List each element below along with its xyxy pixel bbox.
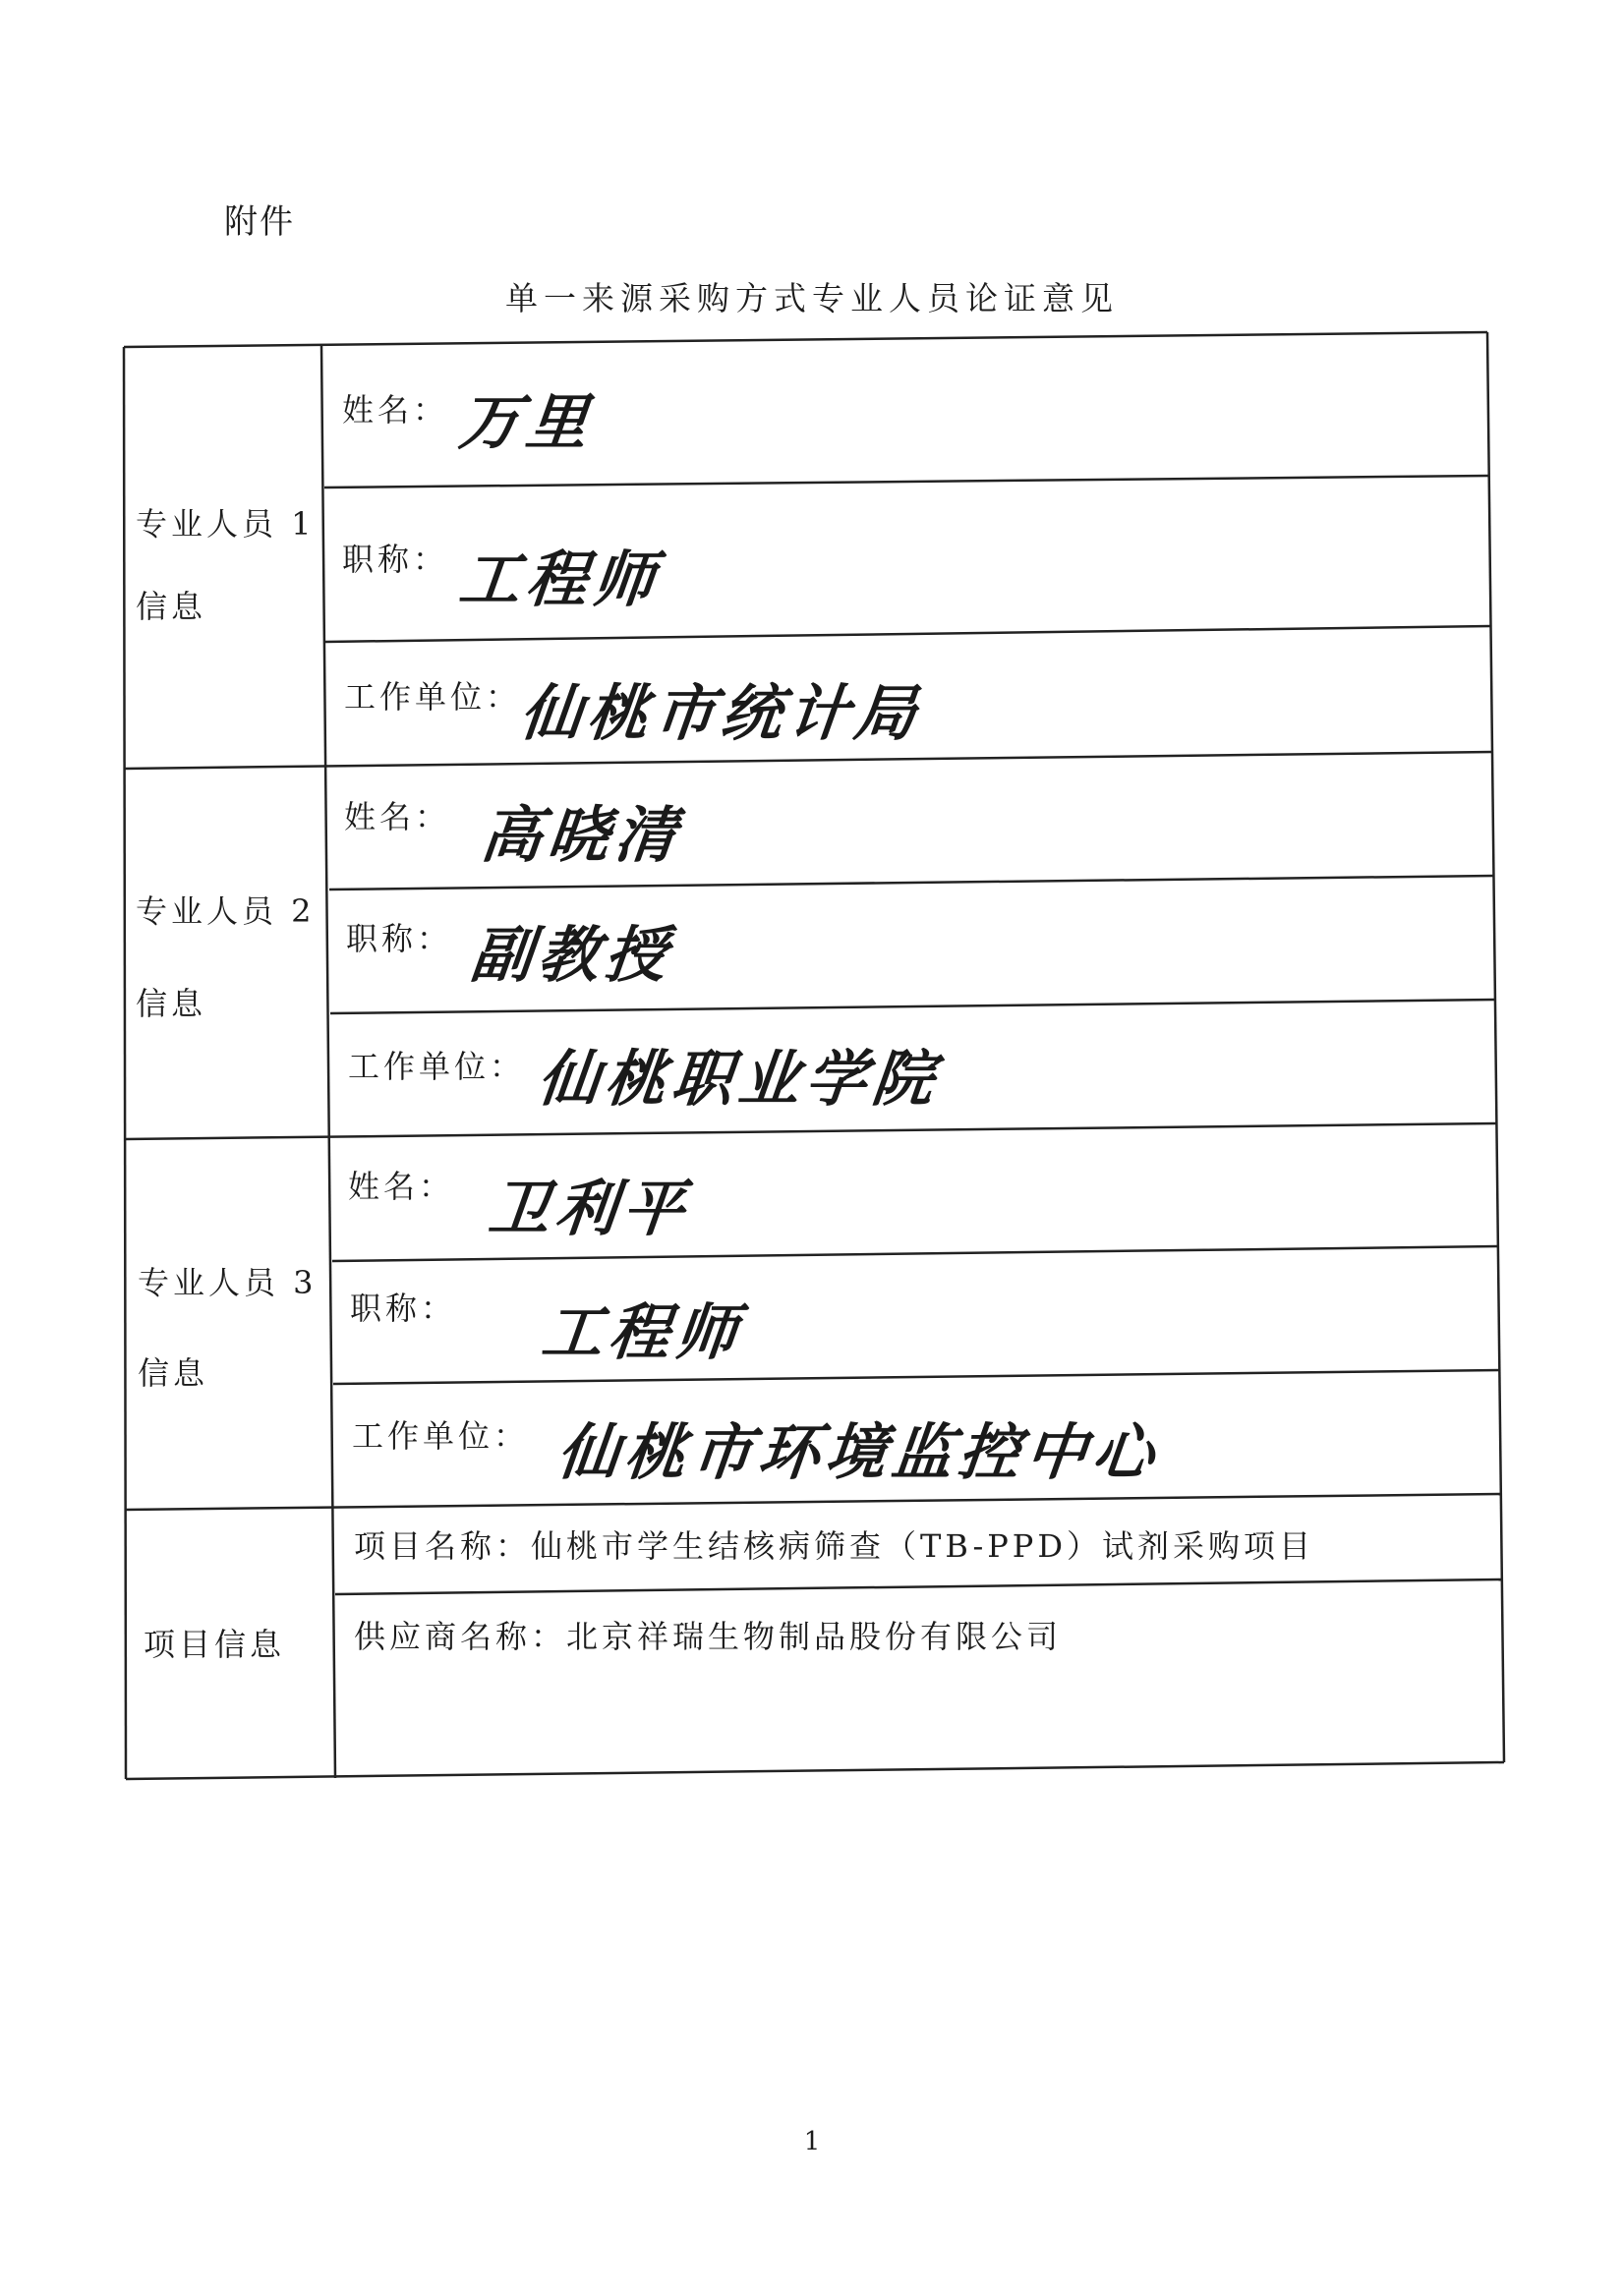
expert-3-title-label: 职称： [350, 1290, 457, 1327]
expert-3-unit: 仙桃市环境监控中心 [553, 1416, 1164, 1488]
expert-3-name-label: 姓名： [348, 1168, 455, 1205]
expert-1-section-label: 专业人员 1 [136, 505, 316, 543]
expert-1-name: 万里 [455, 386, 598, 458]
expert-3-name: 卫利平 [485, 1173, 694, 1244]
expert-1-title-label: 职称： [342, 541, 449, 578]
expert-1-section-label-2: 信息 [136, 588, 207, 625]
expert-1-unit: 仙桃市统计局 [516, 677, 926, 749]
expert-3-job-title: 工程师 [538, 1296, 747, 1368]
expert-2-section-label-2: 信息 [136, 985, 207, 1022]
page-number: 1 [803, 2127, 821, 2156]
expert-3-section-label: 专业人员 3 [138, 1264, 318, 1301]
attachment-label: 附件 [224, 202, 295, 242]
project-section-label: 项目信息 [144, 1626, 286, 1663]
expert-3-unit-label: 工作单位： [352, 1417, 530, 1455]
expert-2-unit-label: 工作单位： [348, 1048, 526, 1085]
expert-2-name: 高晓清 [477, 799, 686, 871]
supplier-name: 供应商名称：北京祥瑞生物制品股份有限公司 [354, 1618, 1063, 1655]
expert-2-unit: 仙桃职业学院 [534, 1043, 944, 1115]
expert-1-unit-label: 工作单位： [344, 678, 522, 716]
expert-2-title-label: 职称： [346, 920, 453, 957]
expert-1-job-title: 工程师 [455, 544, 665, 615]
expert-3-section-label-2: 信息 [138, 1354, 209, 1392]
expert-2-job-title: 副教授 [467, 919, 676, 991]
document-title: 单一来源采购方式专业人员论证意见 [505, 279, 1119, 317]
expert-2-section-label: 专业人员 2 [136, 892, 316, 930]
expert-1-name-label: 姓名： [342, 391, 449, 429]
project-name: 项目名称：仙桃市学生结核病筛查（TB-PPD）试剂采购项目 [354, 1527, 1314, 1565]
expert-2-name-label: 姓名： [344, 798, 451, 835]
